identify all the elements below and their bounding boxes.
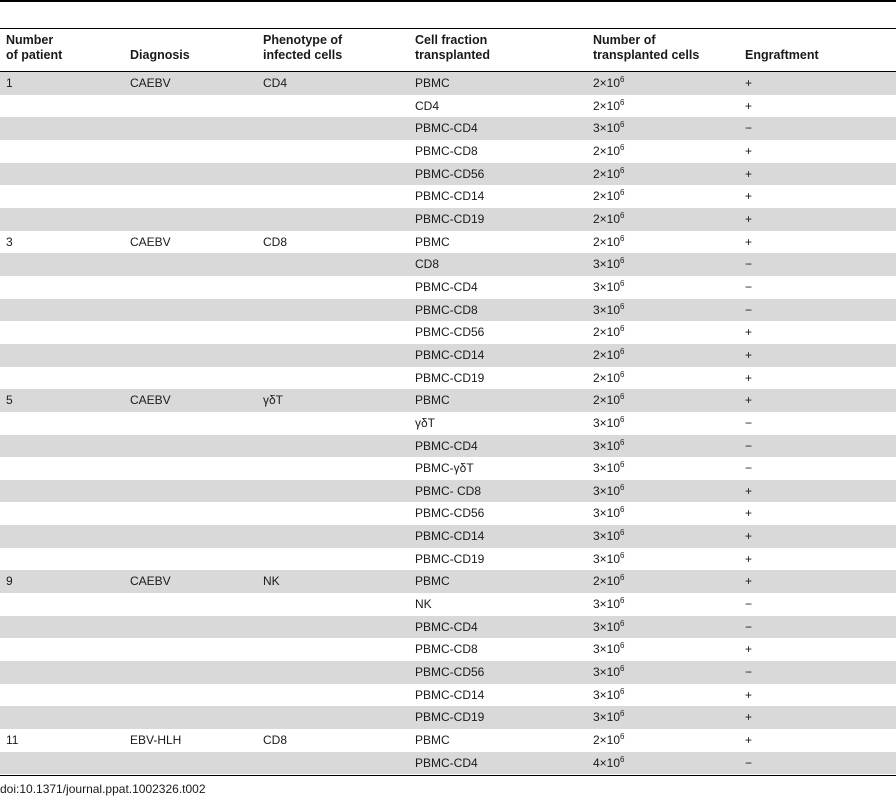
- engraftment-cell: +: [745, 76, 753, 90]
- engraftment-cell: +: [745, 325, 753, 340]
- cell-count-exponent: 6: [620, 165, 625, 175]
- fraction-cell: PBMC: [415, 76, 450, 90]
- engraftment-cell: −: [745, 302, 753, 317]
- cell-count-exponent: 6: [620, 573, 625, 583]
- table-row: [0, 570, 896, 593]
- engraftment-cell: +: [745, 166, 753, 181]
- cell-count-cell: [593, 348, 624, 362]
- table-row: [0, 208, 896, 231]
- patient-cell: 1: [6, 76, 13, 90]
- fraction-cell: γδT: [415, 415, 436, 430]
- fraction-cell: PBMC-CD14: [415, 687, 485, 702]
- fraction-cell: PBMC-CD14: [415, 189, 485, 204]
- table-row: [0, 752, 896, 775]
- table-row: [0, 502, 896, 525]
- engraftment-cell: +: [745, 393, 753, 408]
- table-row: [0, 185, 896, 208]
- engraftment-cell: −: [745, 597, 753, 612]
- table-row: [0, 706, 896, 729]
- diagnosis-cell: CAEBV: [130, 234, 171, 249]
- cell-count-mantissa: 2×10: [593, 98, 621, 113]
- cell-count-mantissa: 2×10: [593, 347, 621, 362]
- table-row: [0, 480, 896, 503]
- fraction-cell: PBMC: [415, 574, 450, 589]
- fraction-cell: PBMC-CD56: [415, 665, 485, 680]
- cell-count-exponent: 6: [620, 686, 625, 696]
- cell-count-exponent: 6: [620, 641, 625, 651]
- phenotype-cell: CD8: [263, 733, 288, 748]
- cell-count-mantissa: 2×10: [593, 211, 621, 226]
- engraftment-cell: −: [745, 619, 753, 634]
- engraftment-cell: −: [745, 121, 753, 136]
- cell-count-exponent: 6: [620, 210, 625, 220]
- cell-count-mantissa: 3×10: [593, 687, 621, 702]
- fraction-cell: PBMC: [415, 733, 450, 748]
- cell-count-exponent: 6: [620, 664, 625, 674]
- engraftment-cell: −: [745, 438, 753, 453]
- fraction-cell: CD8: [415, 257, 440, 272]
- cell-count-exponent: 6: [620, 346, 625, 356]
- cell-count-mantissa: 3×10: [593, 710, 621, 725]
- fraction-cell: PBMC-CD56: [415, 506, 485, 521]
- cell-count-cell: [593, 439, 624, 453]
- fraction-cell: PBMC- CD8: [415, 483, 482, 498]
- cell-count-cell: [593, 642, 624, 656]
- cell-count-cell: [593, 144, 624, 158]
- cell-count-cell: [593, 121, 624, 135]
- fraction-cell: PBMC-CD8: [415, 143, 478, 158]
- fraction-cell: PBMC: [415, 393, 450, 408]
- cell-count-mantissa: 3×10: [593, 415, 621, 430]
- engraftment-cell: +: [745, 642, 753, 657]
- fraction-cell: PBMC-CD56: [415, 166, 485, 181]
- cell-count-exponent: 6: [620, 233, 625, 243]
- table-bottom-rule: [0, 775, 896, 776]
- engraftment-cell: +: [745, 733, 753, 748]
- fraction-cell: PBMC-CD19: [415, 551, 485, 566]
- patient-cell: 9: [6, 574, 13, 589]
- cell-count-cell: [593, 597, 624, 611]
- fraction-cell: PBMC-CD19: [415, 211, 485, 226]
- cell-count-cell: [593, 733, 624, 747]
- engraftment-cell: +: [745, 234, 753, 249]
- engraftment-cell: +: [745, 347, 753, 362]
- cell-count-mantissa: 3×10: [593, 529, 621, 544]
- cell-count-mantissa: 3×10: [593, 642, 621, 657]
- table-row: [0, 457, 896, 480]
- cell-count-mantissa: 3×10: [593, 665, 621, 680]
- cell-count-mantissa: 2×10: [593, 166, 621, 181]
- cell-count-exponent: 6: [620, 142, 625, 152]
- cell-count-mantissa: 2×10: [593, 189, 621, 204]
- table-row: [0, 548, 896, 571]
- cell-count-cell: [593, 371, 624, 385]
- cell-count-cell: [593, 280, 624, 294]
- fraction-cell: PBMC-CD14: [415, 529, 485, 544]
- phenotype-cell: NK: [263, 574, 280, 589]
- header-engraftment: Engraftment: [745, 48, 819, 62]
- cell-count-exponent: 6: [620, 754, 625, 764]
- cell-count-mantissa: 3×10: [593, 461, 621, 476]
- cell-count-mantissa: 2×10: [593, 325, 621, 340]
- table-top-rule: [0, 0, 896, 2]
- cell-count-exponent: 6: [620, 528, 625, 538]
- fraction-cell: PBMC: [415, 234, 450, 249]
- table-row: [0, 435, 896, 458]
- patient-cell: 11: [6, 733, 19, 748]
- cell-count-mantissa: 2×10: [593, 733, 621, 748]
- engraftment-cell: −: [745, 257, 753, 272]
- header-number-of-cells: Number of transplanted cells: [593, 33, 700, 62]
- cell-count-mantissa: 2×10: [593, 234, 621, 249]
- cell-count-cell: [593, 620, 624, 634]
- table-row: [0, 117, 896, 140]
- table-row: [0, 616, 896, 639]
- header-cell-fraction: Cell fraction transplanted: [415, 33, 491, 62]
- cell-count-cell: [593, 552, 624, 566]
- table-row: [0, 276, 896, 299]
- engraftment-cell: +: [745, 370, 753, 385]
- engraftment-cell: +: [745, 574, 753, 589]
- engraftment-cell: +: [745, 189, 753, 204]
- cell-count-exponent: 6: [620, 120, 625, 130]
- cell-count-cell: [593, 257, 624, 271]
- cell-count-cell: [593, 76, 624, 90]
- fraction-cell: PBMC-CD8: [415, 302, 478, 317]
- header-diagnosis: Diagnosis: [130, 48, 190, 62]
- cell-count-mantissa: 3×10: [593, 279, 621, 294]
- cell-count-mantissa: 3×10: [593, 257, 621, 272]
- cell-count-exponent: 6: [620, 324, 625, 334]
- cell-count-mantissa: 3×10: [593, 483, 621, 498]
- cell-count-exponent: 6: [620, 369, 625, 379]
- table-row: [0, 367, 896, 390]
- table-row: [0, 140, 896, 163]
- engraftment-cell: −: [745, 755, 753, 770]
- diagnosis-cell: EBV-HLH: [130, 733, 182, 748]
- fraction-cell: PBMC-CD8: [415, 642, 478, 657]
- cell-count-exponent: 6: [620, 278, 625, 288]
- fraction-cell: PBMC-CD4: [415, 755, 478, 770]
- cell-count-mantissa: 2×10: [593, 574, 621, 589]
- diagnosis-cell: CAEBV: [130, 76, 171, 90]
- fraction-cell: PBMC-CD4: [415, 121, 478, 136]
- cell-count-cell: [593, 574, 624, 588]
- cell-count-mantissa: 3×10: [593, 121, 621, 136]
- table-row: [0, 525, 896, 548]
- cell-count-cell: [593, 393, 624, 407]
- cell-count-cell: [593, 303, 624, 317]
- engraftment-cell: +: [745, 687, 753, 702]
- engraftment-cell: +: [745, 506, 753, 521]
- table-row: [0, 253, 896, 276]
- cell-count-cell: [593, 325, 624, 339]
- cell-count-cell: [593, 688, 624, 702]
- cell-count-mantissa: 2×10: [593, 393, 621, 408]
- cell-count-exponent: 6: [620, 97, 625, 107]
- diagnosis-cell: CAEBV: [130, 393, 171, 408]
- fraction-cell: PBMC-CD19: [415, 370, 485, 385]
- cell-count-exponent: 6: [620, 732, 625, 742]
- fraction-cell: PBMC-CD19: [415, 710, 485, 725]
- table-row: [0, 412, 896, 435]
- engraftment-cell: −: [745, 279, 753, 294]
- doi-footer: doi:10.1371/journal.ppat.1002326.t002: [0, 782, 206, 796]
- cell-count-exponent: 6: [620, 392, 625, 402]
- engraftment-cell: +: [745, 98, 753, 113]
- cell-count-exponent: 6: [620, 709, 625, 719]
- table-row: [0, 321, 896, 344]
- cell-count-exponent: 6: [620, 301, 625, 311]
- cell-count-mantissa: 2×10: [593, 76, 621, 90]
- cell-count-mantissa: 3×10: [593, 597, 621, 612]
- engraftment-cell: +: [745, 211, 753, 226]
- cell-count-cell: [593, 416, 624, 430]
- engraftment-cell: +: [745, 143, 753, 158]
- fraction-cell: CD4: [415, 98, 440, 113]
- cell-count-exponent: 6: [620, 256, 625, 266]
- cell-count-mantissa: 3×10: [593, 302, 621, 317]
- cell-count-exponent: 6: [620, 75, 625, 84]
- table-body: [0, 72, 896, 774]
- cell-count-exponent: 6: [620, 482, 625, 492]
- cell-count-exponent: 6: [620, 437, 625, 447]
- table-row: [0, 344, 896, 367]
- cell-count-exponent: 6: [620, 596, 625, 606]
- cell-count-cell: [593, 212, 624, 226]
- fraction-cell: PBMC-CD4: [415, 279, 478, 294]
- table-row: [0, 231, 896, 254]
- table-row: [0, 684, 896, 707]
- engraftment-cell: +: [745, 483, 753, 498]
- cell-count-cell: [593, 756, 624, 770]
- cell-count-exponent: 6: [620, 550, 625, 560]
- fraction-cell: PBMC-γδT: [415, 461, 474, 476]
- cell-count-exponent: 6: [620, 505, 625, 515]
- fraction-cell: PBMC-CD14: [415, 347, 485, 362]
- engraftment-cell: +: [745, 529, 753, 544]
- table-row: [0, 638, 896, 661]
- engraftment-cell: +: [745, 710, 753, 725]
- phenotype-cell: CD4: [263, 76, 288, 90]
- fraction-cell: PBMC-CD56: [415, 325, 485, 340]
- table-row: [0, 389, 896, 412]
- table-header: [0, 29, 896, 71]
- table-row: [0, 72, 896, 95]
- cell-count-cell: [593, 710, 624, 724]
- cell-count-cell: [593, 189, 624, 203]
- cell-count-exponent: 6: [620, 460, 625, 470]
- cell-count-cell: [593, 235, 624, 249]
- patient-cell: 3: [6, 234, 13, 249]
- fraction-cell: PBMC-CD4: [415, 438, 478, 453]
- cell-count-exponent: 6: [620, 188, 625, 198]
- patient-cell: 5: [6, 393, 13, 408]
- cell-count-mantissa: 3×10: [593, 551, 621, 566]
- fraction-cell: PBMC-CD4: [415, 619, 478, 634]
- cell-count-cell: [593, 665, 624, 679]
- phenotype-cell: CD8: [263, 234, 288, 249]
- cell-count-mantissa: 3×10: [593, 506, 621, 521]
- cell-count-cell: [593, 99, 624, 113]
- cell-count-exponent: 6: [620, 414, 625, 424]
- cell-count-exponent: 6: [620, 618, 625, 628]
- table-row: [0, 95, 896, 118]
- cell-count-mantissa: 4×10: [593, 755, 621, 770]
- table-row: [0, 163, 896, 186]
- phenotype-cell: γδT: [263, 393, 284, 408]
- table-row: [0, 299, 896, 322]
- cell-count-cell: [593, 461, 624, 475]
- fraction-cell: NK: [415, 597, 432, 612]
- header-number-of-patient: Number of patient: [6, 33, 63, 62]
- cell-count-mantissa: 3×10: [593, 438, 621, 453]
- cell-count-mantissa: 2×10: [593, 370, 621, 385]
- cell-count-mantissa: 2×10: [593, 143, 621, 158]
- cell-count-cell: [593, 506, 624, 520]
- table-row: [0, 661, 896, 684]
- engraftment-cell: −: [745, 665, 753, 680]
- table-row: [0, 593, 896, 616]
- engraftment-cell: −: [745, 415, 753, 430]
- diagnosis-cell: CAEBV: [130, 574, 171, 589]
- cell-count-cell: [593, 529, 624, 543]
- cell-count-mantissa: 3×10: [593, 619, 621, 634]
- engraftment-cell: −: [745, 461, 753, 476]
- cell-count-cell: [593, 484, 624, 498]
- header-phenotype: Phenotype of infected cells: [263, 33, 343, 62]
- cell-count-cell: [593, 167, 624, 181]
- engraftment-cell: +: [745, 551, 753, 566]
- table-row: [0, 729, 896, 752]
